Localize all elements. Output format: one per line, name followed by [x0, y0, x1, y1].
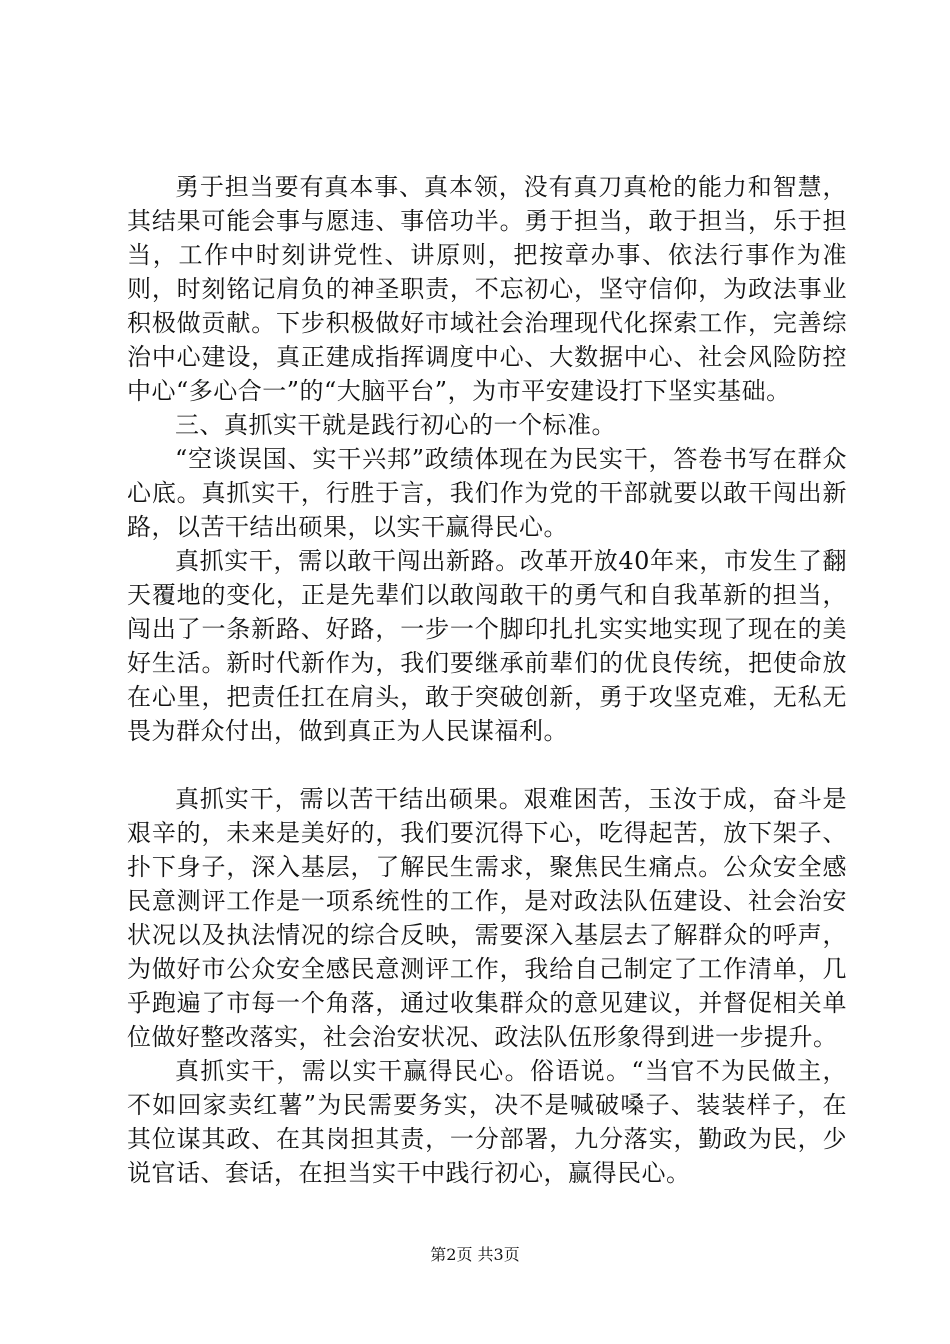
document-body — [127, 170, 847, 1190]
paragraph-dare-new-road: 真抓实干，需以敢干闯出新路。改革开放40年来，市发生了翻天覆地的变化，正是先辈们以敢闯敢干的勇气和自我革新的担当，闯出了一条新路、好路，一步一个脚印扎扎实实地实现了现在的美好生活。新时代新作为，我们要继承前辈们的优良传统，把使命放在心里，把责任扛在肩头，敢于突破创新，勇于攻坚克难，无私无畏为群众付出，做到真正为人民谋福利。 — [127, 547, 847, 745]
paragraph-hard-work: 真抓实干，需以苦干结出硕果。艰难困苦，玉汝于成，奋斗是艰辛的，未来是美好的，我们要沉得下心，吃得起苦，放下架子、扑下身子，深入基层，了解民生需求，聚焦民生痛点。公众安全感民意测评工作是一项系统性的工作，是对政法队伍建设、社会治安状况以及执法情况的综合反映，需要深入基层去了解群众的呼声，为做好市公众安全感民意测评工作，我给自己制定了工作清单，几乎跑遍了市每一个角落，通过收集群众的意见建议，并督促相关单位做好整改落实，社会治安状况、政法队伍形象得到进一步提升。 — [127, 785, 847, 1051]
section-heading-three: 三、真抓实干就是践行初心的一个标准。 — [175, 411, 616, 439]
paragraph-courage: 勇于担当要有真本事、真本领，没有真刀真枪的能力和智慧，其结果可能会事与愿违、事倍功半。勇于担当，敢于担当，乐于担当，工作中时刻讲党性、讲原则，把按章办事、依法行事作为准则，时刻铭记肩负的神圣职责，不忘初心，坚守信仰，为政法事业积极做贡献。下步积极做好市域社会治理现代化探索工作，完善综治中心建设，真正建成指挥调度中心、大数据中心、社会风险防控中心“多心合一”的“大脑平台”，为市平安建设打下坚实基础。 — [127, 173, 847, 405]
paragraph-empty-talk: “空谈误国、实干兴邦”政绩体现在为民实干，答卷书写在群众心底。真抓实干，行胜于言，我们作为党的干部就要以敢干闯出新路，以苦干结出硕果，以实干赢得民心。 — [127, 445, 847, 541]
paragraph-win-hearts: 真抓实干，需以实干赢得民心。俗语说。“当官不为民做主，不如回家卖红薯”为民需要务实，决不是喊破嗓子、装装样子，在其位谋其政、在其岗担其责，一分部署，九分落实，勤政为民，少说官话、套话，在担当实干中践行初心，赢得民心。 — [127, 1057, 847, 1187]
page-number-footer: 第2页 共3页 — [430, 1245, 520, 1264]
